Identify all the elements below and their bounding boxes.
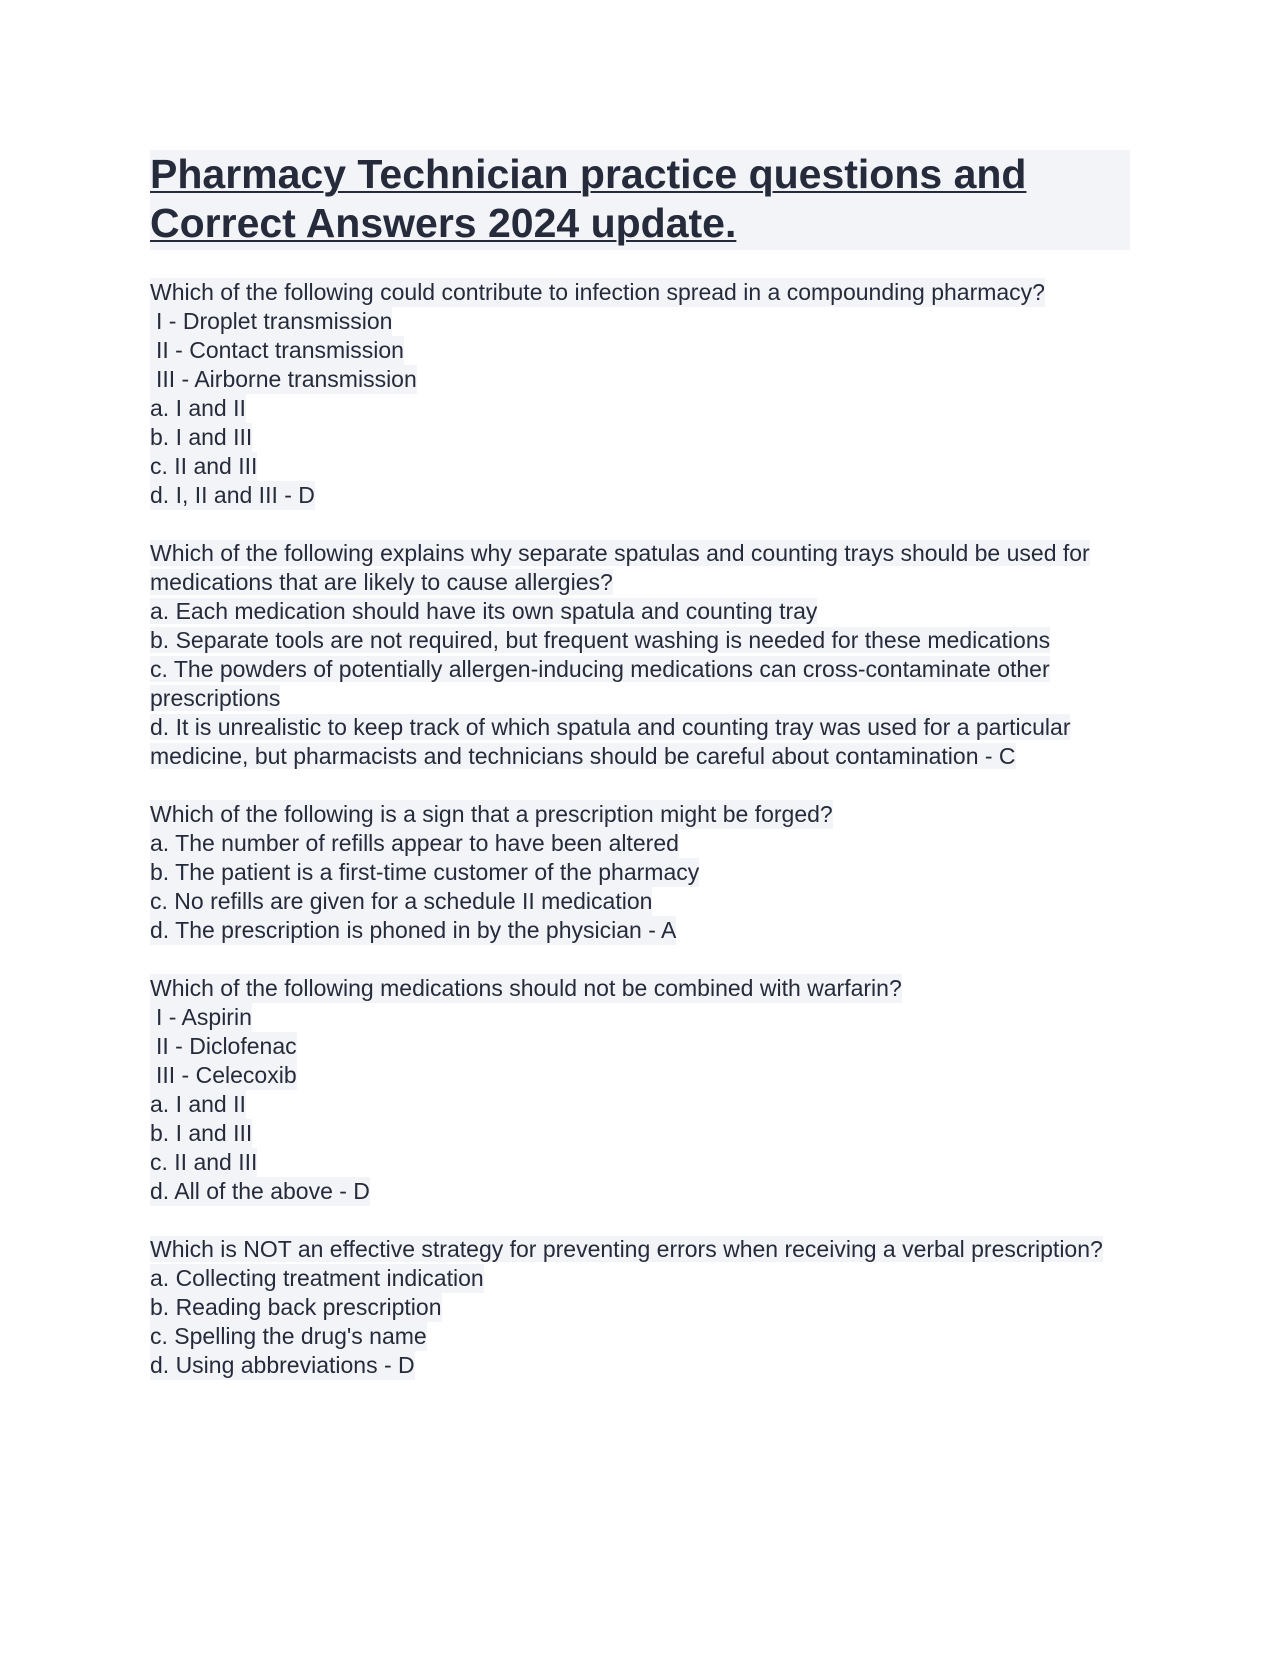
question-stem [150,539,1130,597]
answer-option: b. Reading back prescription [150,1294,442,1320]
question-stem: Which of the following medications should not be combined with warfarin? [150,975,902,1001]
answer-option: d. Using abbreviations - D [150,1352,415,1378]
answer-option-text: b. Separate tools are not required, but frequent washing is needed for these medications [150,627,1051,653]
answer-option: a. The number of refills appear to have been altered [150,830,679,856]
page-title [150,150,1130,248]
answer-option: d. I, II and III - D [150,482,315,508]
title-block [150,150,1130,250]
question-stem-text: Which is NOT an effective strategy for preventing errors when receiving a verbal prescription? [150,1236,1103,1262]
answer-option-text: d. It is unrealistic to keep track of which spatula and counting tray was used for a particular medicine, but pharmacists and technicians should be careful about contamination - C [150,714,1071,769]
answer-option-text: a. Each medication should have its own spatula and counting tray [150,598,818,624]
document-page [150,150,1130,1409]
answer-option [150,626,1130,655]
question-stem: Which of the following is a sign that a prescription might be forged? [150,801,833,827]
question-4 [150,974,1130,1206]
answer-option-text: c. The powders of potentially allergen-inducing medications can cross-contaminate other prescriptions [150,656,1050,711]
answer-option: c. II and III [150,453,258,479]
question-statement: I - Aspirin [150,1003,252,1032]
answer-option [150,655,1130,713]
question-3 [150,800,1130,945]
question-statement: I - Droplet transmission [150,307,392,336]
question-stem [150,1235,1130,1264]
answer-option: b. I and III [150,1120,253,1146]
question-stem-text: Which of the following explains why separate spatulas and counting trays should be used for medications that are likely to cause allergies? [150,540,1090,595]
answer-option: a. Collecting treatment indication [150,1265,484,1291]
question-1 [150,278,1130,510]
answer-option: b. I and III [150,424,253,450]
question-5 [150,1235,1130,1380]
question-statement: III - Airborne transmission [150,365,417,394]
question-stem: Which of the following could contribute to infection spread in a compounding pharmacy? [150,279,1045,305]
question-statement: II - Contact transmission [150,336,404,365]
question-statement: III - Celecoxib [150,1061,297,1090]
answer-option: c. No refills are given for a schedule II medication [150,888,653,914]
answer-option: c. Spelling the drug's name [150,1323,427,1349]
answer-option: d. The prescription is phoned in by the physician - A [150,917,677,943]
answer-option: a. I and II [150,1091,246,1117]
answer-option: d. All of the above - D [150,1178,370,1204]
answer-option [150,597,1130,626]
answer-option: a. I and II [150,395,246,421]
title-line-2: Correct Answers 2024 update. [150,200,737,246]
answer-option [150,713,1130,771]
answer-option: b. The patient is a first-time customer of the pharmacy [150,859,700,885]
question-2 [150,539,1130,771]
question-statement: II - Diclofenac [150,1032,297,1061]
answer-option: c. II and III [150,1149,258,1175]
title-line-1: Pharmacy Technician practice questions and [150,151,1027,197]
